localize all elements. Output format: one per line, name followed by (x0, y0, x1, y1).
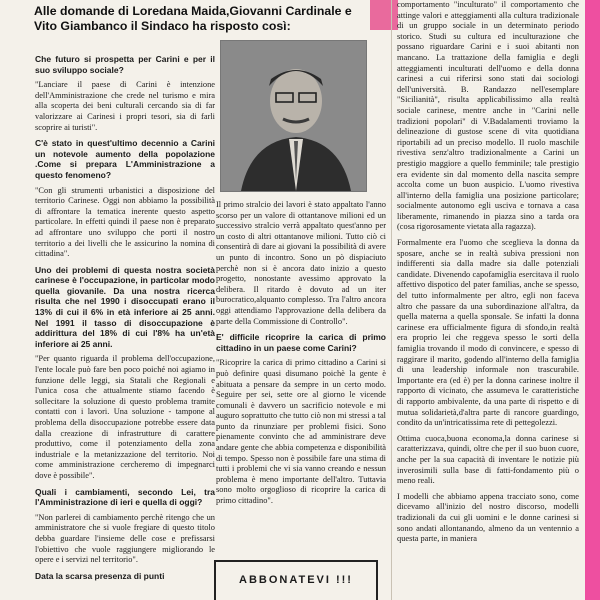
question-paragraph: Uno dei problemi di questa nostra società carinese è l'occupazione, in particolar modo quella giovanile. Da una nostra ricerca risulta che nel 1990 i disoccupati erano il 13% di cui il 6% in età inferiore ai 25 anni. Nel 1991 il tasso di disoccupazione è addirittura del 18% di cui l'8% ha un'età inferiore ai 25 anni. (35, 264, 215, 349)
answer-paragraph: Formalmente era l'uomo che sceglieva la donna da sposare, anche se in realtà subiva pressioni non indifferenti sia dalla madre sia dalle potenziali candidate. Divenendo capofamiglia esercitava il ruolo affettivo dispotico del pater familias, anche se spesso, del tutto informalmente per altro, egli non faceva altro che passare da una subordinazione all'altra, da quella materna a quella sponsale. Se infatti la donna carinese era ufficialmente figura di sfondo,in realtà era proprio lei che reggeva spesso le sorti della famiglia trovando il modo di convincere, e spesso di raggirare il marito, godendo all'interno della famiglia di una leadership informale non trascurabile. Importante era (ed è) per la donna carinese inoltre il rapporto di vicinato, che assumeva le caratteristiche di rapporto ambivalente, da una parte di rispetto e di mutua solidarietà,d'altra parte di rancore guardingo, condito da un'intricatissima rete di pettegolezzi. (397, 238, 579, 428)
answer-paragraph: "Non parlerei di cambiamento perchè ritengo che un amministratore che si vuole fregiare di questo titolo debba guardare l'insieme delle cose e prefissarsi l'obiettivo che vuole raggiungere migliorando le opere e i servizi nel territorio". (35, 512, 215, 565)
question-paragraph: Che futuro si prospetta per Carini e per il suo sviluppo sociale? (35, 54, 215, 75)
pink-color-block (370, 0, 398, 30)
subscribe-box (214, 560, 378, 600)
mayor-photo (220, 40, 367, 192)
column-divider (391, 0, 392, 600)
question-paragraph: Data la scarsa presenza di punti (35, 570, 165, 581)
answer-paragraph: Il primo stralcio dei lavori è stato appaltato l'anno scorso per un valore di ottantanove milioni ed un successivo stralcio verrà appaltato quest'anno per un costo di altri ottantanove milioni. Tutto ciò ci consentirà di dare ai giovani la possibilità di avere un punto di incontro. Sono un pò dispiaciuto perchè non si è ancora dato inizio a questo progetto, nonostante avessimo approvato la delibera. Il ritardo è dovuto ad un iter burocratico,alquanto complesso. Tra l'altro ancora oggi attendiamo l'approvazione della delibera da parte della Commissione di Controllo". (216, 200, 386, 326)
answer-paragraph: "Con gli strumenti urbanistici a disposizione del territorio Carinese. Oggi non abbiamo la possibilità di affrontare la tematica inerente questo aspetto particolare. In effetti quindi il paese non è preparato ad affrontare uno sviluppo che porti il nostro territorio a dei livelli che le assicurino la nomina di cittadina". (35, 185, 215, 259)
answer-paragraph: comportamento "inculturato" il comportamento che attinge valori e atteggiamenti alla cultura tradizionale di un gruppo sociale in un determinato periodo storico. Studi su cultura ed inculturazione che possano riguardare Carini e i suoi abitanti non mancano. La trattazione della famiglia e degli atteggiamenti inculturati dell'uomo e della donna carinesi a cui riferirsi sono stati dai sociologi dell'università. B. Randazzo nell'esemplare "Sicilianità", risulta applicabilissimo alla realtà sociale carinese, mentre anche in "Carini nelle tradizioni popolari" di V.Badalamenti troviamo la delineazione di gustose scene di vita quotidiana riportabili ad un preciso modello. Il ruolo maschile rivestiva senz'altro tradizionalmente a Carini un prestigio maggiore a quello femminile; tale prestigio era evidente sin dal momento della nascita sempre accolta come un buon auspicio. L'uomo rivestiva all'interno della famiglia una posizione particolare; socialmente autonomo egli usciva e tornava a casa liberamente, rimanendo in piazza sino a tarda ora (cosa rigorosamente vietata alla ragazza). (397, 0, 579, 232)
column-center (216, 200, 386, 512)
column-left (35, 54, 215, 586)
question-paragraph: E' difficile ricoprire la carica di primo cittadino in un paese come Carini? (216, 332, 386, 353)
question-paragraph: Quali i cambiamenti, secondo Lei, tra l'Amministrazione di ieri e quella di oggi? (35, 486, 215, 508)
pink-margin-strip (585, 0, 600, 600)
answer-paragraph: I modelli che abbiamo appena tracciato sono, come dicevamo all'inizio del nostro discorso, modelli tradizionali da cui gli uomini e le donne carinesi si sono andati allontanando, almeno da un ventennio a questa parte, in maniera (397, 491, 579, 544)
answer-paragraph: Ottima cuoca,buona economa,la donna carinese si caratterizzava, quindi, oltre che per il suo buon cuore, anche per la sua capacità di inventare le notizie più inverosimili sulla base di fatti-fondamento più o meno reali. (397, 433, 579, 486)
subscribe-text: ABBONATEVI !!! (239, 574, 353, 586)
answer-paragraph: "Ricoprire la carica di primo cittadino a Carini si può definire quasi disumano poichè la gente è abituata a pensare da sempre in un certo modo. Seguire per sei, sette ore al giorno le vicende comunali è davvero un sacrificio notevole e mi auguro soprattutto che tutto ciò non mi stressi a tal punto da rinunziare per problemi fisici. Sono pienamente convinto che ad amministrare deve andare gente che abbia competenza e disponibilità di tempo. Spesso non è possibile fare una stima di tutti i problemi che vi sia vanno creando e nessun problema è meno importante dell'altro. Tuttavia sono molto orgoglioso di ricoprire la carica di primo cittadino". (216, 358, 386, 506)
answer-paragraph: "Lanciare il paese di Carini è intenzione dell'Amministrazione che crede nel turismo e mira alla scoperta dei beni culturali cercando sia di far valorizzare ai Carinesi i propri tesori, sia di farli scoprire ai turisti". (35, 80, 215, 132)
column-right (397, 0, 579, 550)
portrait-image (221, 41, 366, 191)
answer-paragraph: "Per quanto riguarda il problema dell'occupazione, l'ente locale può fare ben poco poiché noi agiamo in funzione delle leggi, sia Statali che Regionali e l'unica cosa che attualmente stiamo facendo è sollecitare la soluzione di questo problema tramite contatti con i lavori. Una soluzione - tampone al problema della disoccupazione potrebbe essere data dalla creazione di infrastrutture di carattere produttivo, come il potenziamento della zona industriale e la metanizzazione del territorio. Noi come amministrazione cercheremo di impegnarci dove è possibile". (35, 354, 215, 480)
article-heading: Alle domande di Loredana Maida,Giovanni Cardinale e Vito Giambanco il Sindaco ha risposto così: (34, 4, 352, 33)
question-paragraph: C'è stato in quest'ultimo decennio a Carini un notevole aumento della popolazione .Come si prepara L'Amministrazione a questo fenomeno? (35, 138, 215, 180)
